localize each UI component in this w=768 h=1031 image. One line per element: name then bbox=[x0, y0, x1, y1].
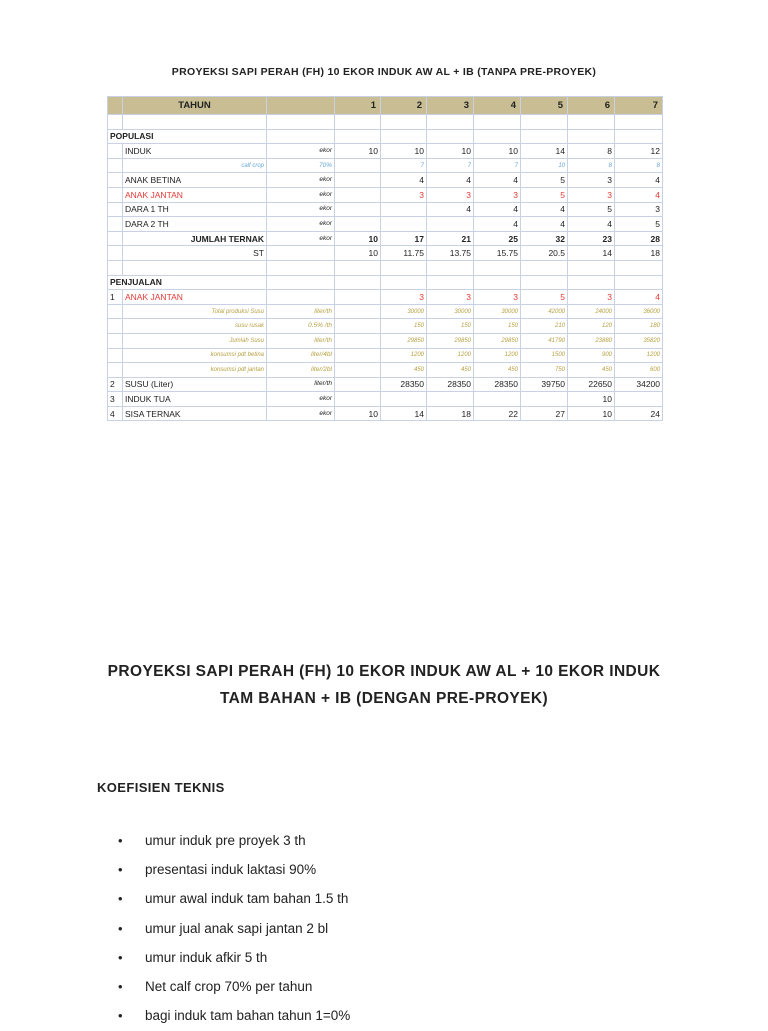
cell-year-4 bbox=[474, 392, 521, 407]
cell-year-5: 20.5 bbox=[521, 246, 568, 261]
row-label: PENJUALAN bbox=[108, 275, 267, 290]
cell-year-1 bbox=[335, 377, 381, 392]
cell-year-2: 3 bbox=[381, 290, 427, 305]
cell-year-7 bbox=[615, 260, 663, 275]
row-label: Total produksi Susu bbox=[123, 304, 267, 319]
cell-year-1 bbox=[335, 348, 381, 363]
cell-year-5: 210 bbox=[521, 319, 568, 334]
cell-year-6 bbox=[568, 115, 615, 130]
cell-year-2: 11.75 bbox=[381, 246, 427, 261]
row-unit: ekor bbox=[267, 173, 335, 188]
koefisien-item-text: umur induk pre proyek 3 th bbox=[145, 832, 306, 848]
cell-year-3: 150 bbox=[427, 319, 474, 334]
cell-year-2: 10 bbox=[381, 144, 427, 159]
cell-year-1 bbox=[335, 158, 381, 173]
cell-year-4: 1200 bbox=[474, 348, 521, 363]
koefisien-item bbox=[118, 972, 350, 1001]
cell-year-7: 4 bbox=[615, 173, 663, 188]
koefisien-item bbox=[118, 826, 350, 855]
row-number bbox=[108, 333, 123, 348]
cell-year-3: 4 bbox=[427, 173, 474, 188]
cell-year-4 bbox=[474, 115, 521, 130]
cell-year-6: 10 bbox=[568, 392, 615, 407]
table-row bbox=[108, 115, 663, 130]
row-label: DARA 1 TH bbox=[123, 202, 267, 217]
row-label bbox=[123, 260, 267, 275]
row-unit: 70% bbox=[267, 158, 335, 173]
cell-year-7: 12 bbox=[615, 144, 663, 159]
row-unit: liter/th bbox=[267, 333, 335, 348]
cell-year-6 bbox=[568, 129, 615, 144]
section-title bbox=[0, 658, 768, 712]
cell-year-7 bbox=[615, 392, 663, 407]
cell-year-4 bbox=[474, 275, 521, 290]
cell-year-4: 450 bbox=[474, 363, 521, 378]
cell-year-1 bbox=[335, 319, 381, 334]
table-row bbox=[108, 158, 663, 173]
table-row bbox=[108, 290, 663, 305]
header-year-7: 7 bbox=[615, 97, 663, 115]
cell-year-3: 28350 bbox=[427, 377, 474, 392]
table-section-row bbox=[108, 129, 663, 144]
cell-year-2: 14 bbox=[381, 406, 427, 421]
cell-year-4: 3 bbox=[474, 290, 521, 305]
cell-year-5 bbox=[521, 260, 568, 275]
cell-year-2: 30000 bbox=[381, 304, 427, 319]
cell-year-2: 17 bbox=[381, 231, 427, 246]
cell-year-6: 5 bbox=[568, 202, 615, 217]
cell-year-5: 5 bbox=[521, 173, 568, 188]
table-row bbox=[108, 202, 663, 217]
row-unit: ekor bbox=[267, 187, 335, 202]
cell-year-3: 30000 bbox=[427, 304, 474, 319]
cell-year-6: 4 bbox=[568, 217, 615, 232]
cell-year-1 bbox=[335, 333, 381, 348]
cell-year-6: 22650 bbox=[568, 377, 615, 392]
cell-year-7: 4 bbox=[615, 290, 663, 305]
cell-year-3: 13.75 bbox=[427, 246, 474, 261]
cell-year-4: 3 bbox=[474, 187, 521, 202]
cell-year-2: 29850 bbox=[381, 333, 427, 348]
cell-year-4: 10 bbox=[474, 144, 521, 159]
cell-year-7 bbox=[615, 115, 663, 130]
cell-year-2 bbox=[381, 275, 427, 290]
koefisien-item bbox=[118, 943, 350, 972]
cell-year-6 bbox=[568, 260, 615, 275]
table-row bbox=[108, 246, 663, 261]
cell-year-5: 14 bbox=[521, 144, 568, 159]
bullet-icon: • bbox=[118, 949, 123, 965]
cell-year-1 bbox=[335, 260, 381, 275]
cell-year-6: 120 bbox=[568, 319, 615, 334]
table-row bbox=[108, 363, 663, 378]
table-row bbox=[108, 333, 663, 348]
koefisien-item bbox=[118, 855, 350, 884]
row-number bbox=[108, 348, 123, 363]
row-number bbox=[108, 144, 123, 159]
cell-year-3: 10 bbox=[427, 144, 474, 159]
cell-year-5: 5 bbox=[521, 290, 568, 305]
cell-year-7: 28 bbox=[615, 231, 663, 246]
cell-year-7 bbox=[615, 275, 663, 290]
section-title-line-2: TAM BAHAN + IB (DENGAN PRE-PROYEK) bbox=[219, 690, 549, 707]
bullet-icon: • bbox=[118, 861, 123, 877]
table-section-row bbox=[108, 275, 663, 290]
cell-year-4: 25 bbox=[474, 231, 521, 246]
koefisien-item-text: umur awal induk tam bahan 1.5 th bbox=[145, 891, 349, 907]
cell-year-5: 5 bbox=[521, 187, 568, 202]
cell-year-1 bbox=[335, 290, 381, 305]
header-year-6: 6 bbox=[568, 97, 615, 115]
row-label: ANAK BETINA bbox=[123, 173, 267, 188]
row-label: konsumsi pdt betina bbox=[123, 348, 267, 363]
cell-year-3 bbox=[427, 115, 474, 130]
row-number bbox=[108, 304, 123, 319]
cell-year-7: 35820 bbox=[615, 333, 663, 348]
koefisien-item-text: presentasi induk laktasi 90% bbox=[145, 861, 317, 877]
cell-year-5: 39750 bbox=[521, 377, 568, 392]
row-label: INDUK bbox=[123, 144, 267, 159]
cell-year-6: 14 bbox=[568, 246, 615, 261]
cell-year-6: 3 bbox=[568, 290, 615, 305]
row-unit bbox=[267, 290, 335, 305]
row-unit: ekor bbox=[267, 144, 335, 159]
row-number: 1 bbox=[108, 290, 123, 305]
row-label bbox=[123, 115, 267, 130]
row-label: SISA TERNAK bbox=[123, 406, 267, 421]
cell-year-4 bbox=[474, 129, 521, 144]
row-number bbox=[108, 202, 123, 217]
row-unit: ekor bbox=[267, 217, 335, 232]
cell-year-5: 27 bbox=[521, 406, 568, 421]
cell-year-1 bbox=[335, 115, 381, 130]
koefisien-item-text: umur jual anak sapi jantan 2 bl bbox=[145, 920, 329, 936]
header-year-5: 5 bbox=[521, 97, 568, 115]
table-row bbox=[108, 377, 663, 392]
row-unit: liter/th bbox=[267, 377, 335, 392]
cell-year-4: 4 bbox=[474, 202, 521, 217]
cell-year-5: 41790 bbox=[521, 333, 568, 348]
cell-year-1 bbox=[335, 363, 381, 378]
cell-year-5: 10 bbox=[521, 158, 568, 173]
cell-year-3: 3 bbox=[427, 290, 474, 305]
cell-year-3: 29850 bbox=[427, 333, 474, 348]
cell-year-7: 24 bbox=[615, 406, 663, 421]
row-unit bbox=[267, 115, 335, 130]
table-row bbox=[108, 392, 663, 407]
cell-year-4: 15.75 bbox=[474, 246, 521, 261]
bullet-icon: • bbox=[118, 979, 123, 995]
cell-year-5: 4 bbox=[521, 202, 568, 217]
header-blank-cell bbox=[108, 97, 123, 115]
cell-year-1 bbox=[335, 129, 381, 144]
cell-year-1 bbox=[335, 304, 381, 319]
cell-year-3 bbox=[427, 275, 474, 290]
table-row bbox=[108, 144, 663, 159]
row-unit bbox=[267, 260, 335, 275]
cell-year-6: 3 bbox=[568, 187, 615, 202]
cell-year-5: 42000 bbox=[521, 304, 568, 319]
cell-year-4 bbox=[474, 260, 521, 275]
table-title: PROYEKSI SAPI PERAH (FH) 10 EKOR INDUK AW AL + IB (TANPA PRE-PROYEK) bbox=[171, 66, 597, 78]
cell-year-5 bbox=[521, 392, 568, 407]
row-unit: ekor bbox=[267, 392, 335, 407]
cell-year-7: 180 bbox=[615, 319, 663, 334]
koefisien-item bbox=[118, 885, 350, 914]
cell-year-7: 18 bbox=[615, 246, 663, 261]
cell-year-4: 4 bbox=[474, 173, 521, 188]
table-row bbox=[108, 304, 663, 319]
row-unit: liter/4bl bbox=[267, 348, 335, 363]
table-row bbox=[108, 406, 663, 421]
header-year-1: 1 bbox=[335, 97, 381, 115]
cell-year-4: 28350 bbox=[474, 377, 521, 392]
cell-year-7: 4 bbox=[615, 187, 663, 202]
cell-year-3 bbox=[427, 392, 474, 407]
cell-year-7: 36000 bbox=[615, 304, 663, 319]
cell-year-3 bbox=[427, 217, 474, 232]
table-row bbox=[108, 217, 663, 232]
cell-year-4: 30000 bbox=[474, 304, 521, 319]
cell-year-3 bbox=[427, 260, 474, 275]
row-label: susu rusak bbox=[123, 319, 267, 334]
cell-year-1 bbox=[335, 173, 381, 188]
cell-year-2 bbox=[381, 217, 427, 232]
koefisien-item bbox=[118, 1002, 350, 1031]
row-number bbox=[108, 217, 123, 232]
table-header-row bbox=[108, 97, 663, 115]
row-number bbox=[108, 115, 123, 130]
cell-year-3: 3 bbox=[427, 187, 474, 202]
row-number bbox=[108, 158, 123, 173]
cell-year-6: 10 bbox=[568, 406, 615, 421]
cell-year-1 bbox=[335, 187, 381, 202]
cell-year-3: 7 bbox=[427, 158, 474, 173]
cell-year-1: 10 bbox=[335, 246, 381, 261]
row-label: ST bbox=[123, 246, 267, 261]
projection-table bbox=[107, 96, 663, 421]
cell-year-5: 1500 bbox=[521, 348, 568, 363]
bullet-icon: • bbox=[118, 832, 123, 848]
cell-year-7: 3 bbox=[615, 202, 663, 217]
cell-year-2: 7 bbox=[381, 158, 427, 173]
cell-year-7 bbox=[615, 129, 663, 144]
cell-year-2 bbox=[381, 260, 427, 275]
row-label: calf crop bbox=[123, 158, 267, 173]
cell-year-2 bbox=[381, 202, 427, 217]
cell-year-1: 10 bbox=[335, 406, 381, 421]
cell-year-3 bbox=[427, 129, 474, 144]
table-row bbox=[108, 260, 663, 275]
row-label: ANAK JANTAN bbox=[123, 290, 267, 305]
header-tahun-label: TAHUN bbox=[123, 97, 267, 115]
cell-year-1: 10 bbox=[335, 231, 381, 246]
cell-year-1 bbox=[335, 275, 381, 290]
cell-year-3: 4 bbox=[427, 202, 474, 217]
cell-year-4: 29850 bbox=[474, 333, 521, 348]
cell-year-5 bbox=[521, 275, 568, 290]
row-unit bbox=[267, 275, 335, 290]
row-label: DARA 2 TH bbox=[123, 217, 267, 232]
header-year-2: 2 bbox=[381, 97, 427, 115]
table-row bbox=[108, 173, 663, 188]
cell-year-3: 1200 bbox=[427, 348, 474, 363]
row-number bbox=[108, 173, 123, 188]
koefisien-item-text: Net calf crop 70% per tahun bbox=[145, 979, 313, 995]
cell-year-6: 24000 bbox=[568, 304, 615, 319]
row-number bbox=[108, 319, 123, 334]
bullet-icon: • bbox=[118, 1008, 123, 1024]
row-number bbox=[108, 187, 123, 202]
row-label: JUMLAH TERNAK bbox=[123, 231, 267, 246]
cell-year-7: 34200 bbox=[615, 377, 663, 392]
section-title-line-1: PROYEKSI SAPI PERAH (FH) 10 EKOR INDUK AW AL + 10 EKOR INDUK bbox=[107, 663, 661, 680]
cell-year-4: 4 bbox=[474, 217, 521, 232]
row-number bbox=[108, 363, 123, 378]
row-label: POPULASI bbox=[108, 129, 267, 144]
row-number bbox=[108, 246, 123, 261]
cell-year-2 bbox=[381, 115, 427, 130]
cell-year-7: 600 bbox=[615, 363, 663, 378]
cell-year-4: 150 bbox=[474, 319, 521, 334]
cell-year-2: 450 bbox=[381, 363, 427, 378]
table-row bbox=[108, 231, 663, 246]
cell-year-3: 450 bbox=[427, 363, 474, 378]
cell-year-1 bbox=[335, 392, 381, 407]
cell-year-2: 1200 bbox=[381, 348, 427, 363]
cell-year-6: 3 bbox=[568, 173, 615, 188]
cell-year-2: 4 bbox=[381, 173, 427, 188]
row-number: 4 bbox=[108, 406, 123, 421]
header-unit-cell bbox=[267, 97, 335, 115]
koefisien-item-text: bagi induk tam bahan tahun 1=0% bbox=[145, 1008, 351, 1024]
cell-year-5 bbox=[521, 129, 568, 144]
bullet-icon: • bbox=[118, 891, 123, 907]
table-row bbox=[108, 319, 663, 334]
row-label: INDUK TUA bbox=[123, 392, 267, 407]
cell-year-5 bbox=[521, 115, 568, 130]
header-year-4: 4 bbox=[474, 97, 521, 115]
cell-year-3: 18 bbox=[427, 406, 474, 421]
cell-year-2 bbox=[381, 129, 427, 144]
row-number: 3 bbox=[108, 392, 123, 407]
table-row bbox=[108, 348, 663, 363]
koefisien-item-text: umur induk afkir 5 th bbox=[145, 949, 268, 965]
row-unit: liter/2bl bbox=[267, 363, 335, 378]
row-label: ANAK JANTAN bbox=[123, 187, 267, 202]
cell-year-6 bbox=[568, 275, 615, 290]
row-number: 2 bbox=[108, 377, 123, 392]
row-unit: liter/th bbox=[267, 304, 335, 319]
cell-year-6: 8 bbox=[568, 144, 615, 159]
row-unit bbox=[267, 129, 335, 144]
cell-year-6: 450 bbox=[568, 363, 615, 378]
koefisien-list bbox=[118, 826, 350, 1031]
cell-year-1: 10 bbox=[335, 144, 381, 159]
cell-year-6: 900 bbox=[568, 348, 615, 363]
cell-year-4: 7 bbox=[474, 158, 521, 173]
cell-year-6: 8 bbox=[568, 158, 615, 173]
cell-year-5: 32 bbox=[521, 231, 568, 246]
cell-year-6: 23880 bbox=[568, 333, 615, 348]
cell-year-6: 23 bbox=[568, 231, 615, 246]
cell-year-7: 1200 bbox=[615, 348, 663, 363]
row-label: SUSU (Liter) bbox=[123, 377, 267, 392]
cell-year-2: 28350 bbox=[381, 377, 427, 392]
cell-year-1 bbox=[335, 217, 381, 232]
row-unit: ekor bbox=[267, 202, 335, 217]
bullet-icon: • bbox=[118, 920, 123, 936]
cell-year-4: 22 bbox=[474, 406, 521, 421]
cell-year-5: 750 bbox=[521, 363, 568, 378]
cell-year-7: 5 bbox=[615, 217, 663, 232]
row-unit bbox=[267, 246, 335, 261]
cell-year-2 bbox=[381, 392, 427, 407]
table-body bbox=[108, 97, 663, 421]
koefisien-item bbox=[118, 914, 350, 943]
row-label: Jumlah Susu bbox=[123, 333, 267, 348]
header-year-3: 3 bbox=[427, 97, 474, 115]
cell-year-5: 4 bbox=[521, 217, 568, 232]
row-label: konsumsi pdt jantan bbox=[123, 363, 267, 378]
cell-year-1 bbox=[335, 202, 381, 217]
row-unit: 0.5% /th bbox=[267, 319, 335, 334]
row-unit: ekor bbox=[267, 406, 335, 421]
table-row bbox=[108, 187, 663, 202]
row-unit: ekor bbox=[267, 231, 335, 246]
row-number bbox=[108, 260, 123, 275]
row-number bbox=[108, 231, 123, 246]
cell-year-3: 21 bbox=[427, 231, 474, 246]
cell-year-2: 150 bbox=[381, 319, 427, 334]
cell-year-7: 8 bbox=[615, 158, 663, 173]
koefisien-heading: KOEFISIEN TEKNIS bbox=[97, 780, 225, 795]
cell-year-2: 3 bbox=[381, 187, 427, 202]
